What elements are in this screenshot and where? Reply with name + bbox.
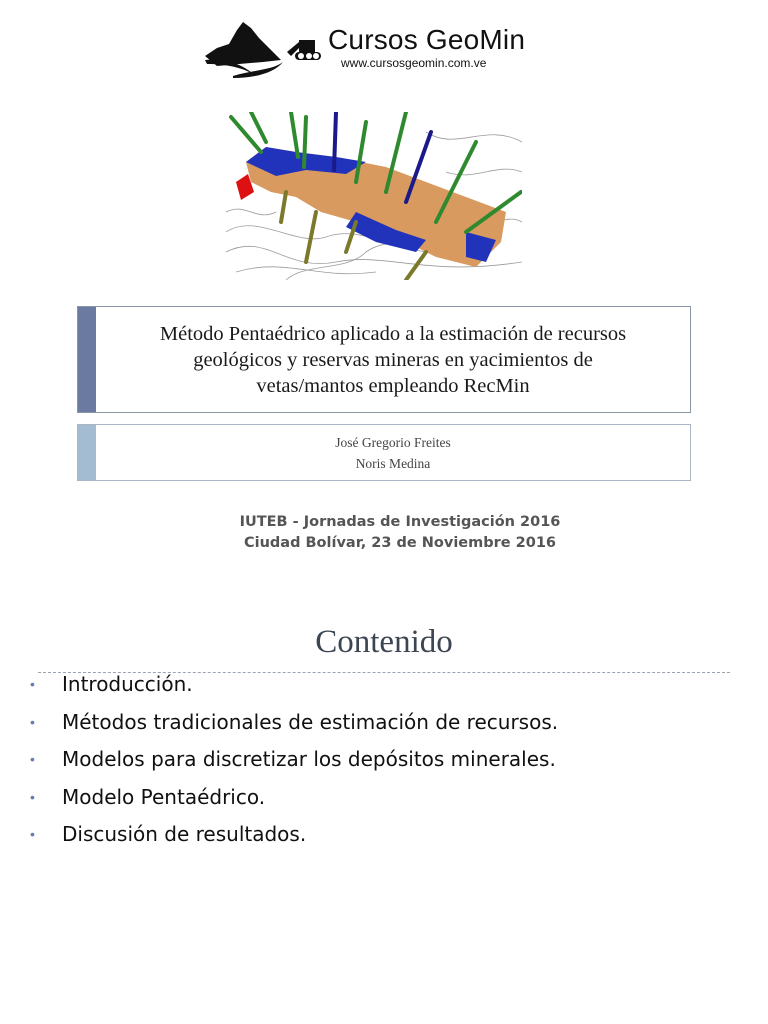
list-item-text: Introducción. [62, 672, 193, 696]
bullet-icon: • [30, 676, 35, 692]
logo-website-url: www.cursosgeomin.com.ve [341, 56, 487, 70]
list-item-text: Modelos para discretizar los depósitos minerales. [62, 747, 556, 771]
bullet-icon: • [30, 788, 35, 805]
title-line: geológicos y reservas mineras en yacimientos de [193, 349, 593, 371]
orebody-model-image [226, 112, 522, 280]
list-item-text: Modelo Pentaédrico. [62, 784, 266, 809]
author-name: José Gregorio Freites [335, 435, 451, 450]
bullet-icon: • [30, 826, 35, 842]
authors-list [96, 432, 690, 474]
title-accent-bar [78, 307, 96, 412]
event-place-date: Ciudad Bolívar, 23 de Noviembre 2016 [243, 535, 556, 551]
title-line: Método Pentaédrico aplicado a la estimación de recursos [159, 323, 627, 345]
bullet-icon: • [30, 751, 35, 767]
bullet-icon: • [30, 713, 35, 730]
event-name: IUTEB - Jornadas de Investigación 2016 [239, 514, 561, 530]
logo-brand-name: Cursos GeoMin [328, 24, 526, 55]
authors-box [77, 424, 691, 481]
title-line: vetas/mantos empleando RecMin [256, 375, 530, 397]
list-item-text: Discusión de resultados. [62, 822, 307, 846]
title-box [77, 306, 691, 413]
cursos-geomin-logo [203, 18, 543, 80]
list-item-text: Métodos tradicionales de estimación de recursos. [62, 709, 559, 734]
author-name: Noris Medina [355, 456, 431, 471]
presentation-title [96, 321, 690, 399]
mountain-excavator-logo-icon [203, 18, 328, 80]
contents-heading: Contenido [315, 624, 453, 660]
event-info [0, 512, 768, 554]
authors-accent-bar [78, 425, 96, 480]
